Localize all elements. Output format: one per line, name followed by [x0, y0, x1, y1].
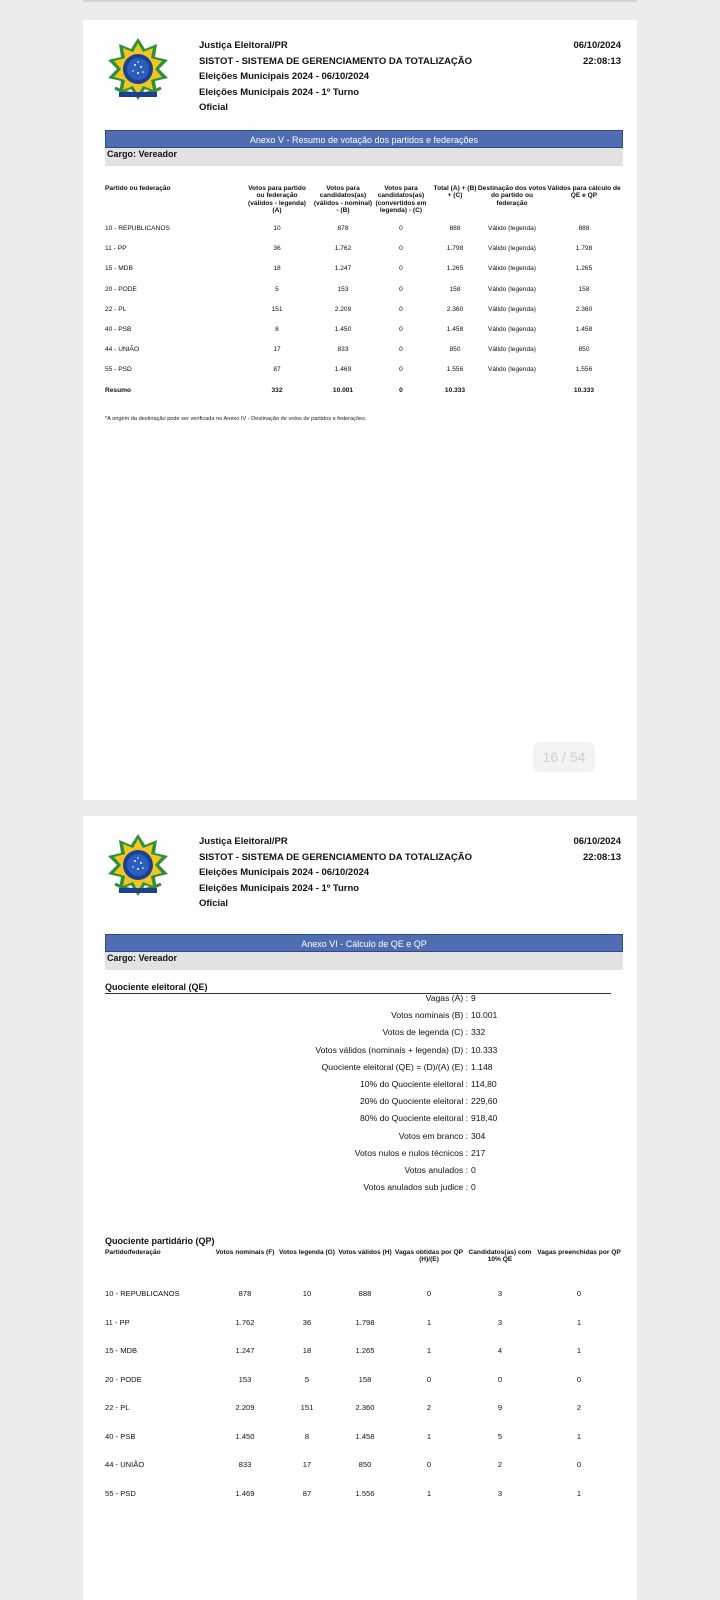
table-cell: 1.556: [575, 366, 593, 374]
qe-label: 80% do Quociente eleitoral :: [360, 1113, 468, 1124]
column-header: Vagas obtidas por QP (H)/(E): [394, 1249, 464, 1264]
table-cell: 1.458: [446, 325, 464, 333]
qe-label: Votos anulados sub judice :: [363, 1182, 468, 1193]
table-cell: 36: [302, 1317, 312, 1327]
qe-item: [223, 1042, 515, 1059]
qe-item: [223, 1093, 515, 1110]
qe-value: 0: [471, 1164, 476, 1175]
table-cell: 18: [273, 265, 281, 273]
table-cell: 1: [426, 1488, 432, 1498]
report-date: 06/10/2024: [573, 836, 621, 847]
report-date: 06/10/2024: [573, 40, 621, 51]
table-cell: 0: [399, 245, 403, 253]
qe-label: 20% do Quociente eleitoral :: [360, 1096, 468, 1107]
column-header: Partido/federação: [105, 1249, 161, 1256]
table-cell: 2: [576, 1403, 582, 1412]
qe-value: 918,40: [471, 1113, 498, 1124]
table-cell: 3: [497, 1317, 503, 1327]
table-cell: 22 - PL: [105, 1403, 130, 1412]
table-cell: 40 - PSB: [105, 325, 132, 333]
table-cell: 158: [358, 1374, 372, 1384]
table-cell: 1: [576, 1346, 582, 1355]
column-header: Votos legenda (G): [279, 1249, 335, 1256]
table-cell: 8: [304, 1431, 310, 1441]
column-header: Válidos para cálculo de QE e QP: [547, 185, 621, 200]
qe-item: [223, 1076, 515, 1093]
cargo-label: Cargo: Vereador: [105, 952, 623, 970]
election-round: Eleições Municipais 2024 - 1º Turno: [199, 86, 360, 98]
report-datetime: [573, 834, 621, 865]
table-row: [105, 1432, 623, 1461]
table-cell: 1.458: [575, 325, 593, 333]
table-cell: 8: [275, 325, 279, 333]
table-cell: 18: [302, 1346, 312, 1355]
table-row: [105, 225, 623, 245]
table-cell: 1.247: [334, 265, 352, 273]
table-cell: 1.469: [334, 366, 352, 374]
table-cell: 1: [576, 1488, 582, 1498]
org-name: Justiça Eleitoral/PR: [199, 836, 288, 847]
column-header: Votos válidos (H): [338, 1249, 392, 1256]
table-cell: 850: [449, 346, 461, 354]
election-round: Eleições Municipais 2024 - 1º Turno: [199, 882, 360, 894]
table-cell: 1.556: [355, 1488, 375, 1498]
table-cell: 9: [497, 1403, 503, 1412]
qe-label: 10% do Quociente eleitoral :: [360, 1078, 468, 1089]
table-cell: 1.762: [235, 1317, 255, 1327]
qe-label: Votos em branco :: [398, 1130, 468, 1141]
table-cell: 158: [449, 285, 461, 293]
table-row: [105, 1375, 623, 1404]
table-cell: 10: [273, 225, 281, 232]
brazil-coat-of-arms-icon: [105, 832, 171, 898]
column-header: Votos para candidatos(as) (válidos - nominal) - (B): [313, 185, 373, 215]
table-cell: 5: [304, 1374, 310, 1384]
column-header: Partido ou federação: [105, 185, 171, 192]
table-cell: 17: [273, 346, 281, 354]
table-row: [105, 1460, 623, 1489]
table-cell: 3: [497, 1488, 503, 1498]
report-status: Oficial: [199, 898, 229, 909]
table-cell: 1.450: [235, 1431, 255, 1441]
qe-item: [223, 1179, 515, 1196]
table-row: [105, 326, 623, 346]
table-cell: 1.798: [355, 1317, 375, 1327]
table-cell: 0: [399, 225, 403, 232]
table-cell: 1.469: [235, 1488, 255, 1498]
table-cell: 36: [273, 245, 281, 253]
table-row: [105, 1289, 623, 1318]
table-header: [105, 1249, 623, 1289]
table-row: [105, 1489, 623, 1518]
qe-label: Votos válidos (nominais + legenda) (D) :: [315, 1044, 468, 1055]
total-cell: 10.333: [444, 386, 466, 394]
table-cell: 0: [399, 265, 403, 273]
table-cell: 1.265: [355, 1346, 375, 1355]
qe-value: 114,80: [471, 1078, 497, 1089]
qe-item: [223, 990, 515, 1007]
table-cell: 1.798: [446, 245, 464, 253]
table-cell: Válido (legenda): [487, 225, 537, 232]
table-cell: 888: [578, 225, 590, 232]
table-cell: 833: [238, 1460, 252, 1469]
table-cell: 888: [449, 225, 461, 232]
table-cell: 1.265: [446, 265, 464, 273]
table-cell: 1: [576, 1431, 582, 1441]
qe-item: [223, 1059, 515, 1076]
table-cell: 0: [399, 285, 403, 293]
column-header: Candidatos(as) com 10% QE: [468, 1249, 532, 1264]
qe-label: Votos de legenda (C) :: [382, 1027, 468, 1038]
column-header: Destinação dos votos do partido ou federação: [477, 185, 547, 207]
qe-item: [223, 1007, 515, 1024]
table-cell: 0: [426, 1460, 432, 1469]
table-row: [105, 1346, 623, 1375]
table-row: [105, 245, 623, 265]
qe-item: [223, 1024, 515, 1041]
system-name: SISTOT - SISTEMA DE GERENCIAMENTO DA TOTALIZAÇÃO: [199, 55, 473, 67]
report-status: Oficial: [199, 102, 229, 113]
qp-section-title: Quociente partidário (QP): [105, 1236, 215, 1246]
table-cell: 0: [576, 1289, 582, 1298]
table-cell: 0: [576, 1374, 582, 1384]
annex-5-table: [105, 185, 623, 407]
table-cell: 1.247: [235, 1346, 255, 1355]
report-datetime: [573, 38, 621, 69]
report-time: 22:08:13: [582, 55, 621, 67]
table-cell: 55 - PSD: [105, 366, 132, 374]
table-cell: 151: [300, 1403, 314, 1412]
table-cell: 44 - UNIÃO: [105, 346, 140, 354]
table-cell: 10 - REPUBLICANOS: [105, 225, 170, 232]
table-cell: 10 - REPUBLICANOS: [105, 1289, 180, 1298]
report-time: 22:08:13: [582, 851, 621, 863]
table-cell: 20 - PODE: [105, 285, 137, 293]
table-row: [105, 366, 623, 386]
table-cell: 1.265: [575, 265, 593, 273]
qe-label: Votos anulados :: [404, 1164, 468, 1175]
report-header: [199, 38, 472, 116]
table-cell: 2.209: [235, 1403, 255, 1412]
table-cell: 158: [578, 285, 590, 293]
table-cell: 1.450: [334, 325, 352, 333]
table-cell: 1: [426, 1431, 432, 1441]
previous-page-edge: [83, 0, 637, 2]
table-cell: 2.360: [575, 305, 593, 313]
table-cell: 5: [275, 285, 279, 293]
election-name: Eleições Municipais 2024 - 06/10/2024: [199, 71, 370, 82]
table-cell: 850: [358, 1460, 372, 1469]
table-cell: 22 - PL: [105, 305, 127, 313]
table-cell: 17: [302, 1460, 312, 1469]
table-row: [105, 1403, 623, 1432]
table-cell: 833: [337, 346, 349, 354]
total-cell: Resumo: [105, 386, 132, 394]
qe-label: Quociente eleitoral (QE) = (D)/(A) (E) :: [321, 1061, 468, 1072]
table-cell: 2.209: [334, 305, 352, 313]
table-total-row: [105, 387, 623, 407]
qe-value: 1.148: [471, 1061, 493, 1072]
table-cell: 5: [497, 1431, 503, 1441]
table-cell: 0: [399, 366, 403, 374]
table-cell: Válido (legenda): [487, 245, 537, 253]
qe-value: 0: [471, 1182, 476, 1193]
column-header: Votos para partido ou federação (válidos - legenda) (A): [248, 185, 306, 215]
table-cell: 153: [337, 285, 349, 293]
table-cell: 1.798: [575, 245, 593, 253]
qp-table: [105, 1249, 623, 1517]
qe-label: Votos nulos e nulos técnicos :: [354, 1147, 468, 1158]
annex-6-title: Anexo VI - Cálculo de QE e QP: [105, 934, 623, 952]
qe-value: 332: [471, 1027, 486, 1038]
table-cell: 55 - PSD: [105, 1488, 136, 1498]
qe-item: [223, 1162, 515, 1179]
table-cell: 153: [238, 1374, 252, 1384]
annex-5-title: Anexo V - Resumo de votação dos partidos e federações: [105, 130, 623, 148]
report-header: [199, 834, 472, 912]
qe-list: [223, 990, 515, 1196]
org-name: Justiça Eleitoral/PR: [199, 40, 288, 51]
table-cell: 878: [238, 1289, 252, 1298]
table-row: [105, 1318, 623, 1347]
column-header: Votos para candidatos(as) (convertidos em legenda) - (C): [375, 185, 427, 215]
table-cell: 850: [578, 346, 590, 354]
table-cell: 87: [302, 1488, 312, 1498]
page-counter: 16 / 54: [533, 742, 595, 772]
table-cell: 1.556: [446, 366, 464, 374]
table-cell: 1.458: [355, 1431, 375, 1441]
table-row: [105, 346, 623, 366]
table-cell: 44 - UNIÃO: [105, 1460, 145, 1469]
qe-value: 229,60: [471, 1096, 498, 1107]
cargo-label: Cargo: Vereador: [105, 148, 623, 166]
table-cell: Válido (legenda): [487, 346, 537, 354]
table-cell: 878: [337, 225, 349, 232]
table-header: [105, 185, 623, 225]
table-cell: 15 - MDB: [105, 265, 133, 273]
total-cell: 10.001: [332, 386, 354, 394]
total-cell: 332: [271, 386, 283, 394]
table-cell: Válido (legenda): [487, 265, 537, 273]
table-cell: 0: [426, 1374, 432, 1384]
table-cell: 2.360: [355, 1403, 375, 1412]
table-cell: Válido (legenda): [487, 285, 537, 293]
qe-item: [223, 1145, 515, 1162]
table-cell: 0: [426, 1289, 432, 1298]
table-cell: Válido (legenda): [487, 325, 537, 333]
table-cell: 0: [399, 305, 403, 313]
column-header: Votos nominais (F): [215, 1249, 275, 1256]
qe-value: 304: [471, 1130, 486, 1141]
table-cell: 40 - PSB: [105, 1431, 136, 1441]
table-cell: 2.360: [446, 305, 464, 313]
table-cell: 2: [426, 1403, 432, 1412]
qe-value: 10.333: [471, 1044, 498, 1055]
footnote: *A origem da destinação pode ser verificada no Anexo IV - Destinação de votos de partidos e federações.: [105, 416, 367, 422]
table-cell: 151: [271, 305, 283, 313]
brazil-coat-of-arms-icon: [105, 36, 171, 102]
election-name: Eleições Municipais 2024 - 06/10/2024: [199, 867, 370, 878]
table-cell: 0: [399, 325, 403, 333]
table-cell: 0: [399, 346, 403, 354]
table-cell: 1.762: [334, 245, 352, 253]
qe-item: [223, 1128, 515, 1145]
total-cell: 0: [399, 386, 403, 394]
table-cell: 11 - PP: [105, 1317, 130, 1327]
table-row: [105, 286, 623, 306]
table-cell: 2: [497, 1460, 503, 1469]
table-cell: 0: [497, 1374, 503, 1384]
table-cell: 3: [497, 1289, 503, 1298]
table-cell: 11 - PP: [105, 245, 127, 253]
qe-value: 10.001: [471, 1010, 498, 1021]
table-cell: Válido (legenda): [487, 366, 537, 374]
column-header: Total (A) + (B) + (C): [433, 185, 477, 200]
table-cell: 10: [302, 1289, 312, 1298]
table-cell: 87: [273, 366, 281, 374]
table-cell: 15 - MDB: [105, 1346, 138, 1355]
column-header: Vagas preenchidas por QP: [537, 1249, 621, 1256]
table-cell: 1: [426, 1317, 432, 1327]
table-cell: Válido (legenda): [487, 305, 537, 313]
qe-label: Votos nominais (B) :: [391, 1010, 468, 1021]
qe-value: 217: [471, 1147, 486, 1158]
table-cell: 20 - PODE: [105, 1374, 142, 1384]
table-row: [105, 306, 623, 326]
qe-label: Vagas (A) :: [425, 993, 468, 1003]
table-row: [105, 265, 623, 285]
document-page-1: [83, 20, 637, 800]
qe-value: 9: [471, 993, 476, 1003]
system-name: SISTOT - SISTEMA DE GERENCIAMENTO DA TOTALIZAÇÃO: [199, 851, 473, 863]
document-page-2: [83, 816, 637, 1600]
table-cell: 0: [576, 1460, 582, 1469]
table-cell: 888: [358, 1289, 372, 1298]
table-cell: 4: [497, 1346, 503, 1355]
table-cell: 1: [576, 1317, 582, 1327]
qe-section-title: Quociente eleitoral (QE): [105, 982, 611, 994]
qe-item: [223, 1110, 515, 1127]
total-cell: 10.333: [573, 386, 595, 394]
table-cell: 1: [426, 1346, 432, 1355]
